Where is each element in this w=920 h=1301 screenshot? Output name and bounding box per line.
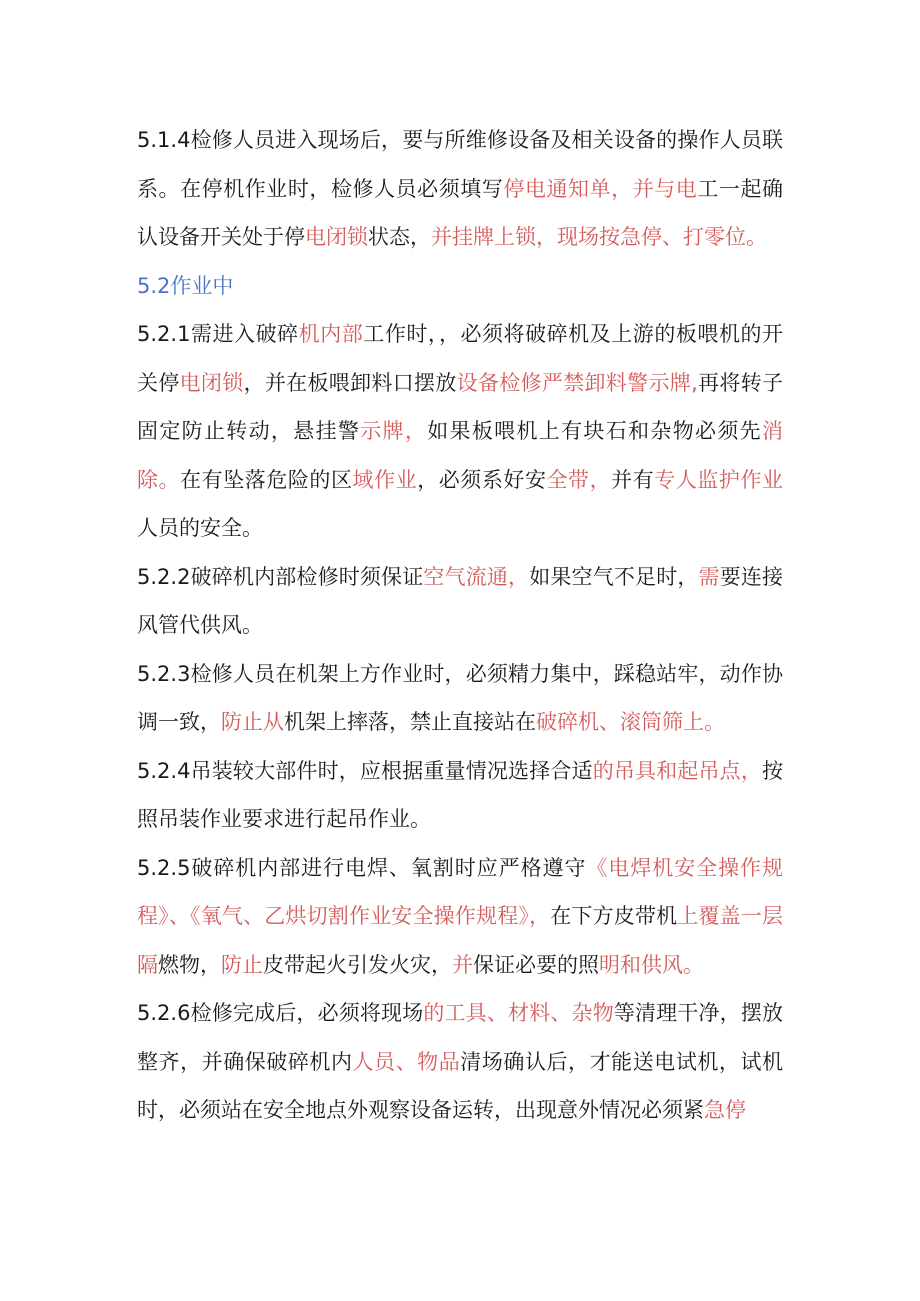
text-segment: 5.2.1需进入破碎 <box>137 322 299 346</box>
text-segment: 清场确认后，才能送电试机，试机时，必须站在安全地点外观察设备运转，出现意外情况必须紧 <box>137 1049 784 1122</box>
highlighted-text: 破碎机、滚筒筛上。 <box>536 710 725 734</box>
highlighted-text: 消除。 <box>137 419 784 492</box>
text-segment: 在有坠落危险的区 <box>180 467 353 492</box>
document-body <box>137 116 783 1135</box>
paragraph-5-2-3 <box>137 650 783 747</box>
highlighted-text: 防止 <box>221 952 263 977</box>
highlighted-text: 人员、物品 <box>352 1049 461 1074</box>
text-segment: 再将转子固定防止转动，悬挂警 <box>137 370 784 443</box>
text-segment: 5.2.2破碎机内部检修时须保证 <box>137 564 424 589</box>
highlighted-text: 需 <box>698 564 720 589</box>
paragraph-5-2-5 <box>137 844 783 990</box>
text-segment: 5.2.4吊装较大部件时，应根据重量情况选择合适 <box>137 758 593 783</box>
text-segment: 如果空气不足时， <box>529 564 699 589</box>
text-segment: 5.2.6检修完成后，必须将现场 <box>137 1001 424 1025</box>
highlighted-text: 专人监护作业 <box>654 467 784 492</box>
text-segment: 5.2.5破碎机内部进行电焊、氧割时应严格遵守 <box>137 855 587 880</box>
text-segment: 按照吊装作业要求进行起吊作业。 <box>137 758 784 831</box>
highlighted-text: 《电焊机安全操作规程》、《氧气、乙烘切割作业安全操作规程》， <box>137 855 783 928</box>
highlighted-text: 机内部 <box>298 322 364 346</box>
text-segment: 燃物， <box>158 952 221 977</box>
text-segment: ，必须系好安 <box>417 467 547 492</box>
highlighted-text: 空气流通， <box>423 564 530 589</box>
text-segment: ，并在板喂卸料口摆放 <box>243 370 457 395</box>
paragraph-5-2-6 <box>137 989 783 1135</box>
highlighted-text: 设备检修严禁卸料警示牌, <box>456 370 698 395</box>
highlighted-text: 明和供风。 <box>599 952 704 977</box>
text-segment: 工一起确认设备开关处于停 <box>137 176 784 249</box>
text-segment: 人员的安全。 <box>137 516 263 540</box>
text-segment: 如果板喂机上有块石和杂物必须先 <box>427 419 763 443</box>
highlighted-text: 并挂牌上锁，现场按急停、打零位。 <box>431 225 767 249</box>
text-segment: 并有 <box>611 467 655 492</box>
highlighted-text: 电闭锁 <box>305 225 368 249</box>
paragraph-5-2-4 <box>137 747 783 844</box>
section-heading-5-2: 5.2作业中 <box>137 273 234 298</box>
highlighted-text: 停电通知单，并与电 <box>503 176 698 201</box>
text-segment: 在下方皮带机 <box>550 904 678 928</box>
paragraph-5-2-2 <box>137 553 783 650</box>
text-segment: 状态， <box>368 225 431 249</box>
text-segment: 保证必要的照 <box>473 952 599 977</box>
paragraph-5-1-4 <box>137 116 783 262</box>
text-segment: 工作时，，必须将破碎机及上游的板喂机的开关停 <box>137 322 784 395</box>
highlighted-text: 急停 <box>704 1098 746 1122</box>
highlighted-text: 的吊具和起吊点， <box>592 758 763 783</box>
highlighted-text: 电闭锁 <box>179 370 244 395</box>
paragraph-5-2-1 <box>137 310 783 553</box>
highlighted-text: 全带， <box>546 467 612 492</box>
text-segment: 等清理干净，摆放整齐，并确保破碎机内 <box>137 1001 783 1074</box>
highlighted-text: 的工具、材料、杂物 <box>423 1001 614 1025</box>
highlighted-text: 防止从 <box>221 710 284 734</box>
text-segment: 皮带起火引发火灾， <box>263 952 452 977</box>
text-segment: 5.1.4检修人员进入现场后，要与所维修设备及相关设备的操作人员联系。在停机作业时，检修人员必须填写 <box>137 128 783 201</box>
text-segment: 5.2.3检修人员在机架上方作业时，必须精力集中，踩稳站牢，动作协调一致， <box>137 661 783 734</box>
highlighted-text: 域作业 <box>352 467 418 492</box>
text-segment: 机架上摔落，禁止直接站在 <box>284 710 536 734</box>
text-segment: 要连接风管代供风。 <box>137 564 784 637</box>
highlighted-text: 并 <box>452 952 473 977</box>
highlighted-text: 示牌， <box>360 419 428 443</box>
highlighted-text: 上覆盖一层隔 <box>137 904 784 977</box>
